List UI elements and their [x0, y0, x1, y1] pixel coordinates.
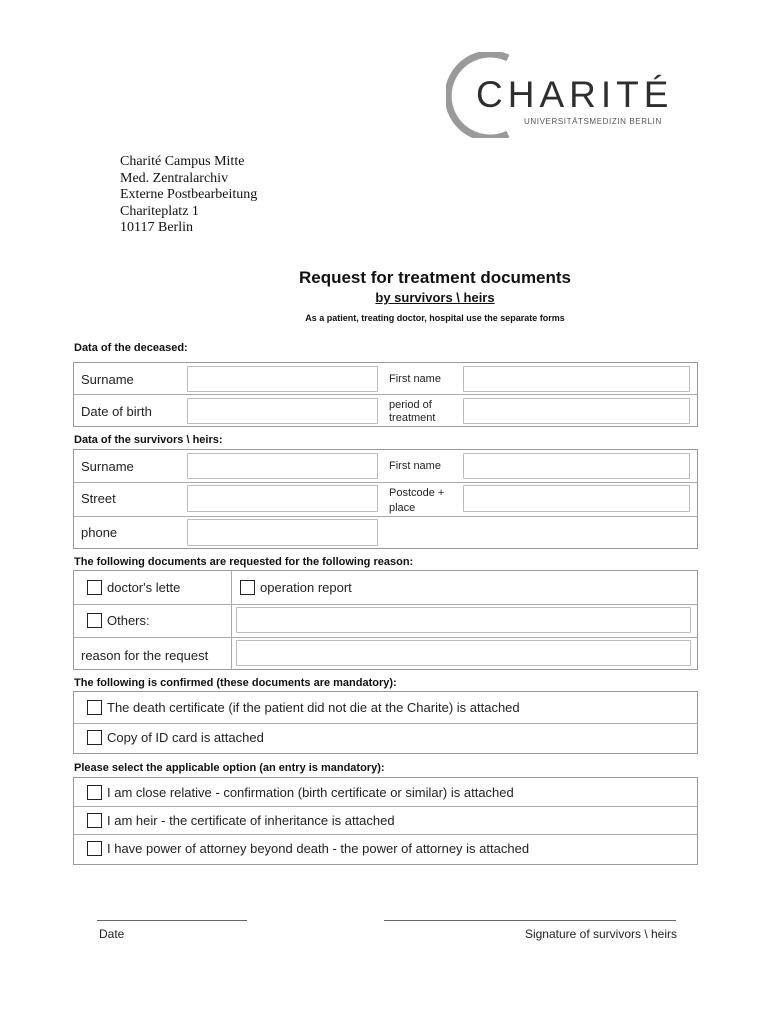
doctors-letter-label: doctor's lette	[107, 580, 181, 595]
survivor-postcode-field[interactable]	[463, 485, 690, 512]
form-note: As a patient, treating doctor, hospital use the separate forms	[305, 313, 565, 323]
recipient-address	[120, 154, 257, 237]
close-relative-checkbox[interactable]	[87, 785, 102, 800]
survivor-first-name-label: First name	[389, 460, 441, 472]
charite-logo	[446, 52, 686, 138]
survivor-first-name-field[interactable]	[463, 453, 690, 479]
survivor-surname-field[interactable]	[187, 453, 378, 479]
signature-label: Signature of survivors \ heirs	[524, 927, 677, 941]
deceased-first-name-field[interactable]	[463, 366, 690, 392]
date-signature-line[interactable]	[97, 920, 247, 921]
deceased-first-name-label: First name	[389, 373, 441, 385]
death-certificate-checkbox[interactable]	[87, 700, 102, 715]
deceased-box	[73, 362, 698, 427]
others-field[interactable]	[236, 607, 691, 633]
section-heading-deceased: Data of the deceased:	[74, 342, 188, 354]
section-heading-confirmed: The following is confirmed (these documents are mandatory):	[74, 677, 397, 689]
close-relative-label: I am close relative - confirmation (birth certificate or similar) is attached	[107, 785, 514, 800]
doctors-letter-checkbox[interactable]	[87, 580, 102, 595]
deceased-surname-field[interactable]	[187, 366, 378, 392]
divider	[74, 604, 697, 605]
address-line: 10117 Berlin	[120, 220, 193, 236]
documents-box	[73, 570, 698, 670]
section-heading-survivors: Data of the survivors \ heirs:	[74, 434, 223, 446]
divider	[74, 394, 697, 395]
divider	[74, 806, 697, 807]
logo-wordmark: CHARITÉ	[476, 74, 674, 115]
logo-subtitle: UNIVERSITÄTSMEDIZIN BERLIN	[524, 117, 662, 126]
death-certificate-label: The death certificate (if the patient did not die at the Charite) is attached	[107, 700, 520, 715]
reason-field[interactable]	[236, 640, 691, 666]
survivor-street-label: Street	[81, 491, 116, 506]
id-card-label: Copy of ID card is attached	[107, 730, 264, 745]
deceased-dob-field[interactable]	[187, 398, 378, 424]
section-heading-option: Please select the applicable option (an entry is mandatory):	[74, 762, 385, 774]
divider	[74, 482, 697, 483]
survivor-phone-label: phone	[81, 525, 118, 540]
form-subtitle: by survivors \ heirs	[375, 290, 495, 305]
survivor-signature-line[interactable]	[384, 920, 676, 921]
confirmed-box	[73, 691, 698, 754]
address-line: Externe Postbearbeitung	[120, 187, 258, 203]
operation-report-checkbox[interactable]	[240, 580, 255, 595]
operation-report-label: operation report	[260, 580, 352, 595]
survivor-surname-label: Surname	[81, 459, 134, 474]
power-of-attorney-label: I have power of attorney beyond death - the power of attorney is attached	[107, 841, 530, 856]
power-of-attorney-checkbox[interactable]	[87, 841, 102, 856]
divider	[74, 516, 697, 517]
heir-checkbox[interactable]	[87, 813, 102, 828]
heir-label: I am heir - the certificate of inheritance is attached	[107, 813, 395, 828]
others-label: Others:	[107, 613, 150, 628]
survivors-box	[73, 449, 698, 549]
deceased-treatment-label: period of treatment	[389, 399, 436, 424]
divider	[74, 637, 697, 638]
id-card-checkbox[interactable]	[87, 730, 102, 745]
others-checkbox[interactable]	[87, 613, 102, 628]
deceased-surname-label: Surname	[81, 372, 134, 387]
divider	[231, 571, 232, 669]
deceased-treatment-field[interactable]	[463, 398, 690, 424]
deceased-dob-label: Date of birth	[81, 404, 152, 419]
address-line: Charité Campus Mitte	[120, 154, 245, 169]
section-heading-documents: The following documents are requested for the following reason:	[74, 556, 414, 568]
date-label: Date	[99, 927, 125, 941]
option-box	[73, 777, 698, 865]
reason-label: reason for the request	[81, 648, 209, 663]
form-title: Request for treatment documents	[298, 268, 572, 287]
survivor-street-field[interactable]	[187, 485, 378, 512]
divider	[74, 834, 697, 835]
survivor-phone-field[interactable]	[187, 519, 378, 546]
address-line: Med. Zentralarchiv	[120, 170, 229, 186]
divider	[74, 723, 697, 724]
survivor-postcode-label: Postcode + place	[389, 487, 445, 514]
address-line: Chariteplatz 1	[120, 203, 199, 219]
